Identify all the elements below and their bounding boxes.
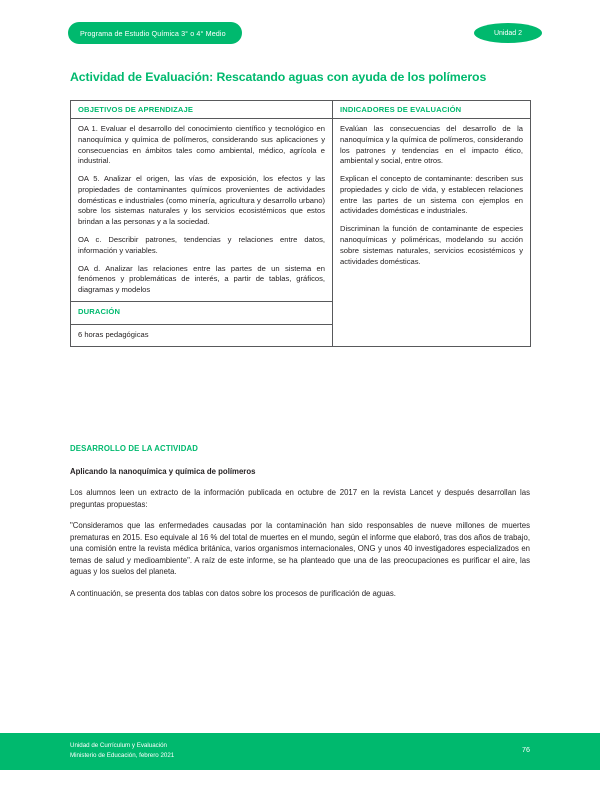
page-footer bbox=[0, 733, 600, 770]
objetivo-item: OA c. Describir patrones, tendencias y relaciones entre datos, información y variables. bbox=[78, 235, 325, 255]
footer-line-1: Unidad de Currículum y Evaluación bbox=[70, 742, 167, 749]
footer-line-2: Ministerio de Educación, febrero 2021 bbox=[70, 752, 175, 760]
header-objetivos-aprendizaje: OBJETIVOS DE APRENDIZAJE bbox=[71, 101, 333, 119]
page-number: 76 bbox=[522, 745, 530, 754]
development-subtitle: Aplicando la nanoquímica y química de polímeros bbox=[70, 467, 256, 476]
indicador-item: Discriminan la función de contaminante de especies nanoquímicas y poliméricas, modelando su acción sobre sistemas naturales, servicios ecosistémicos y actividades domésticas. bbox=[340, 224, 523, 266]
objetivo-item: OA 1. Evaluar el desarrollo del conocimiento científico y tecnológico en nanoquímica y química de polímeros, considerando sus aplicaciones y consecuencias en ámbitos tales como ambiental, médico, agrícola e industrial. bbox=[78, 124, 325, 166]
cell-duracion-header bbox=[71, 301, 333, 324]
header-indicadores-evaluacion: INDICADORES DE EVALUACIÓN bbox=[333, 101, 531, 119]
body-paragraph: Los alumnos leen un extracto de la información publicada en octubre de 2017 en la revista Lancet y después desarrollan las preguntas propuestas: bbox=[70, 488, 530, 509]
objetivo-item: OA 5. Analizar el origen, las vías de exposición, los efectos y las propiedades de contaminantes químicos provenientes de actividades domésticas e industriales (como minería, agricultura y desarrollo urbano) sobre los sistemas naturales y los servicios ecosistémicos que estos brindan a las personas y a la sociedad. bbox=[78, 174, 325, 227]
objectives-indicators-table bbox=[70, 100, 531, 347]
footer-credits bbox=[70, 741, 174, 761]
cell-duracion-value bbox=[71, 324, 333, 346]
body-paragraph-quote: "Consideramos que las enfermedades causadas por la contaminación han sido responsables de nueve millones de muertes prematuras en 2015. Eso equivale al 16 % del total de muertes en el mundo, según el informe que elaboró, tras dos años de trabajo, una comisión entre la revista médica británica, varios organismos internacionales, ONG y unos 40 investigadores especializados en temas de salud y medioambiente". A raíz de este informe, se ha planteado que una de las preocupaciones es purificar el aire, las aguas y los suelos del planeta. bbox=[70, 521, 530, 577]
cell-objetivos bbox=[71, 119, 333, 302]
development-section-title: DESARROLLO DE LA ACTIVIDAD bbox=[70, 444, 199, 453]
duracion-label: DURACIÓN bbox=[78, 306, 121, 316]
duracion-value: 6 horas pedagógicas bbox=[78, 329, 149, 339]
indicador-item: Evalúan las consecuencias del desarrollo de la nanoquímica y la química de polímeros, considerando los patrones y tendencias en el impacto ético, ambiental y social, entre otros. bbox=[340, 124, 523, 166]
development-section bbox=[70, 444, 530, 599]
unit-badge: Unidad 2 bbox=[474, 23, 542, 43]
page-header bbox=[0, 22, 600, 48]
objetivo-item: OA d. Analizar las relaciones entre las partes de un sistema en fenómenos y problemáticas de interés, a partir de tablas, gráficos, diagramas y modelos bbox=[78, 263, 325, 295]
body-paragraph: A continuación, se presenta dos tablas con datos sobre los procesos de purificación de aguas. bbox=[70, 588, 396, 598]
program-badge: Programa de Estudio Química 3° o 4° Medio bbox=[68, 22, 242, 44]
table-content-row bbox=[71, 119, 531, 302]
page-title: Actividad de Evaluación: Rescatando aguas con ayuda de los polímeros bbox=[70, 70, 487, 84]
indicador-item: Explican el concepto de contaminante: describen sus propiedades y ciclo de vida, y establecen relaciones entre las partes de un sistema con ejemplos en actividades domésticas e industriales. bbox=[340, 174, 523, 216]
table-header-row bbox=[71, 101, 531, 119]
cell-indicadores bbox=[333, 119, 531, 347]
